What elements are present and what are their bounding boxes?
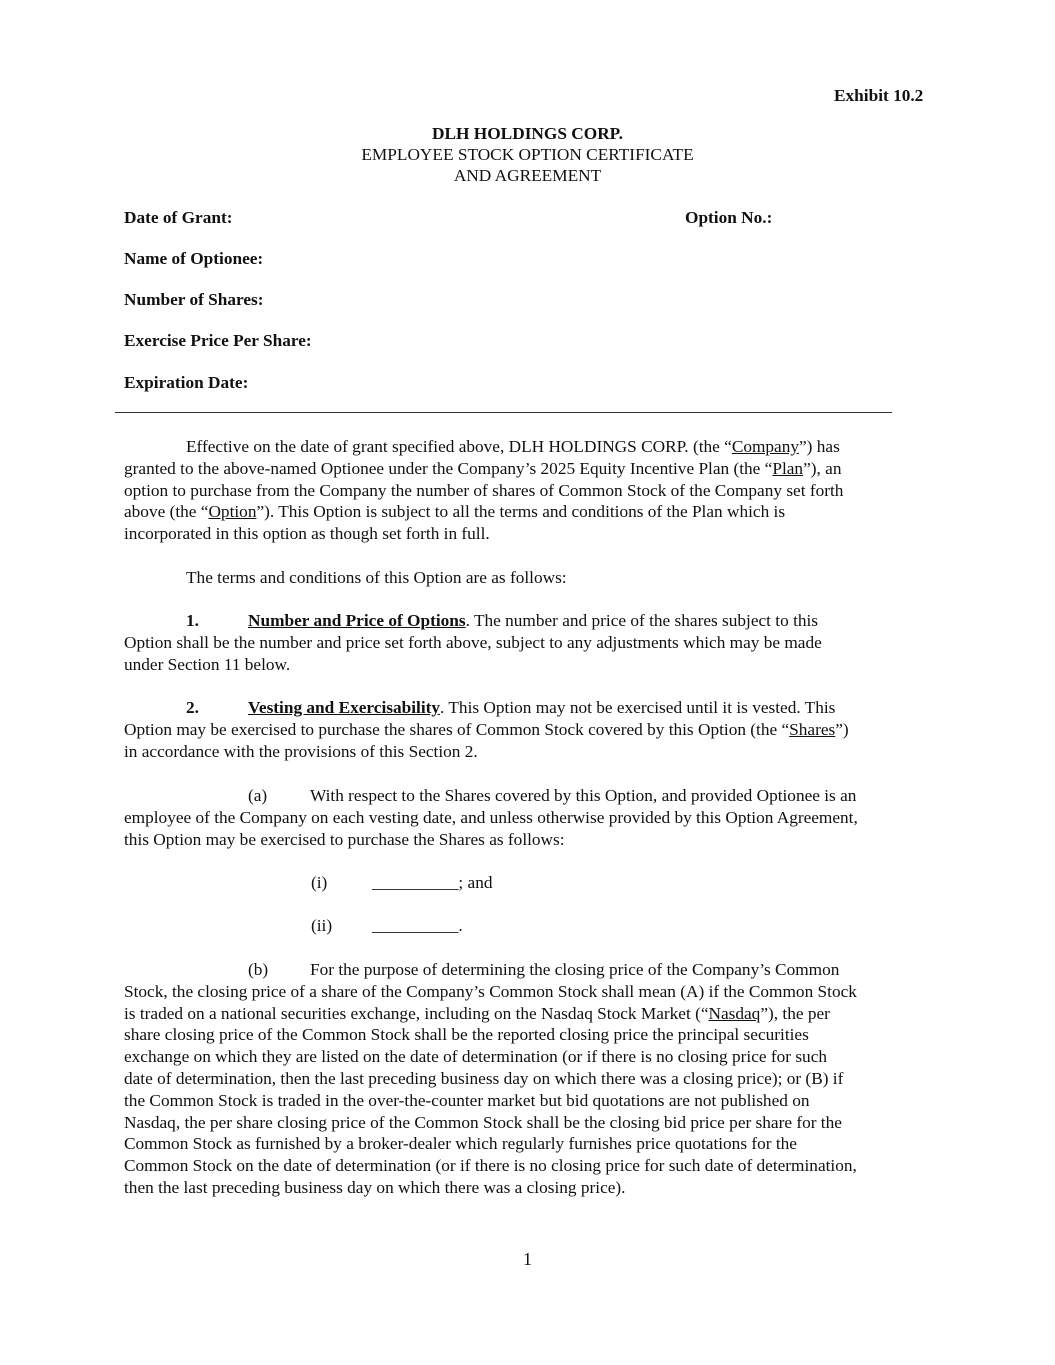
- defined-term-shares: Shares: [789, 719, 836, 739]
- exhibit-label: Exhibit 10.2: [834, 86, 924, 105]
- subsection-a-label: (a): [248, 786, 268, 805]
- item-i-label: (i): [311, 873, 328, 892]
- subsection-b-label: (b): [248, 960, 269, 979]
- document-title-line1: EMPLOYEE STOCK OPTION CERTIFICATE: [361, 145, 694, 164]
- subsection-a: (a) With respect to the Shares covered by this Option, and provided Optionee is an employee of the Company on each vesting date, and unless otherwise provided by this Option Agreement, this Option may be exercised to purchase the Shares as follows:: [124, 786, 858, 849]
- item-ii-text: __________.: [372, 916, 463, 935]
- section-2: 2. Vesting and Exercisability. This Option may not be exercised until it is vested. This Option may be exercised to purchase the shares of Common Stock covered by this Option (the “Shares”) in accordance with the provisions of this Section 2.: [124, 698, 849, 761]
- name-of-optionee-label: Name of Optionee:: [124, 249, 264, 268]
- item-i-text: __________; and: [372, 873, 493, 892]
- section-2-number: 2.: [186, 698, 199, 717]
- section-1-heading: Number and Price of Options: [248, 611, 466, 630]
- defined-term-plan: Plan: [772, 458, 804, 478]
- section-2-heading: Vesting and Exercisability: [248, 698, 441, 717]
- defined-term-option: Option: [208, 502, 257, 522]
- section-1: 1. Number and Price of Options. The number and price of the shares subject to this Option shall be the number and price set forth above, subject to any adjustments which may be made under Section 11 below.: [124, 611, 822, 674]
- expiration-date-label: Expiration Date:: [124, 373, 249, 392]
- horizontal-divider: [115, 412, 892, 413]
- exercise-price-label: Exercise Price Per Share:: [124, 331, 312, 350]
- company-title: DLH HOLDINGS CORP.: [432, 124, 623, 143]
- intro-paragraph: Effective on the date of grant specified above, DLH HOLDINGS CORP. (the “Company”) has granted to the above-named Optionee under the Company’s 2025 Equity Incentive Plan (the “Plan”), an option to purchase from the Company the number of shares of Common Stock of the Company set forth above (the “Option”). This Option is subject to all the terms and conditions of the Plan which is incorporated in this option as though set forth in full.: [124, 437, 844, 544]
- document-title-line2: AND AGREEMENT: [453, 166, 602, 185]
- number-of-shares-label: Number of Shares:: [124, 290, 264, 309]
- defined-term-company: Company: [731, 437, 800, 456]
- section-1-number: 1.: [186, 611, 199, 630]
- option-no-label: Option No.:: [685, 208, 773, 227]
- item-ii-label: (ii): [311, 916, 333, 935]
- defined-term-nasdaq: Nasdaq: [708, 1003, 761, 1023]
- date-of-grant-label: Date of Grant:: [124, 208, 233, 227]
- terms-intro: The terms and conditions of this Option are as follows:: [186, 568, 567, 587]
- page-number: 1: [523, 1249, 532, 1269]
- subsection-b: (b) For the purpose of determining the closing price of the Company’s Common Stock, the closing price of a share of the Company’s Common Stock shall mean (A) if the Common Stock is traded on a national securities exchange, including on the Nasdaq Stock Market (“Nasdaq”), the per share closing price of the Common Stock shall be the reported closing price the principal securities exchange on which they are listed on the date of determination (or if there is no closing price for such date of determination, then the last preceding business day on which there was a closing price); or (B) if the Common Stock is traded in the over-the-counter market but bid quotations are not published on Nasdaq, the per share closing price of the Common Stock shall be the closing bid price per share for the Common Stock as furnished by a broker-dealer which regularly furnishes price quotations for the Common Stock on the date of determination (or if there is no closing price for such date of determination, then the last preceding business day on which there was a closing price).: [124, 960, 857, 1197]
